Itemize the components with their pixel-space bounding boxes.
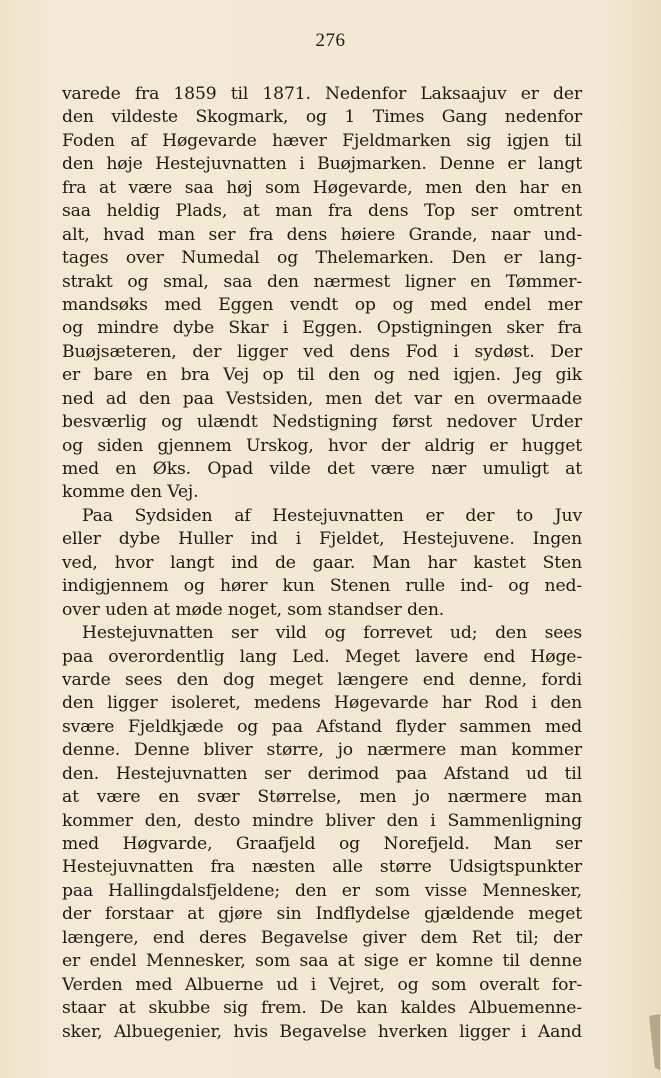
text-line: ved, hvor langt ind de gaar. Man har kastet Sten — [62, 552, 582, 573]
text-line: eller dybe Huller ind i Fjeldet, Hestejuvene. Ingen — [62, 529, 582, 550]
text-line: ned ad den paa Vestsiden, men det var en overmaade — [62, 388, 582, 409]
text-line: denne. Denne bliver større, jo nærmere man kommer — [62, 740, 582, 761]
text-line: længere, end deres Begavelse giver dem Ret til; der — [62, 927, 582, 948]
text-line: fra at være saa høj som Høgevarde, men den har en — [62, 177, 582, 198]
text-line: den ligger isoleret, medens Høgevarde har Rod i den — [62, 693, 582, 714]
text-line: besværlig og ulændt Nedstigning først nedover Urder — [62, 412, 582, 433]
text-line: indigjennem og hører kun Stenen rulle ind- og ned- — [62, 576, 582, 597]
text-line: Verden med Albuerne ud i Vejret, og som overalt for- — [62, 974, 582, 995]
text-line: svære Fjeldkjæde og paa Afstand flyder sammen med — [62, 716, 582, 737]
text-line: at være en svær Størrelse, men jo nærmere man — [62, 787, 582, 808]
text-line: varede fra 1859 til 1871. Nedenfor Laksaajuv er der — [62, 84, 582, 104]
text-line: paa Hallingdalsfjeldene; den er som visse Mennesker, — [62, 880, 582, 901]
text-line: varde sees den dog meget længere end denne, fordi — [62, 669, 582, 690]
text-line: sker, Albuegenier, hvis Begavelse hverken ligger i Aand — [62, 1021, 582, 1042]
text-line: med Høgvarde, Graafjeld og Norefjeld. Man ser — [62, 834, 582, 854]
text-line: med en Øks. Opad vilde det være nær umuligt at — [62, 459, 582, 479]
text-line: strakt og smal, saa den nærmest ligner en Tømmer- — [62, 271, 582, 292]
body-text — [62, 83, 582, 1044]
text-line: der forstaar at gjøre sin Indflydelse gjældende meget — [62, 904, 582, 925]
text-line: er endel Mennesker, som saa at sige er komne til denne — [62, 951, 582, 972]
text-line: den vildeste Skogmark, og 1 Times Gang nedenfor — [62, 107, 582, 128]
text-line: paa overordentlig lang Led. Meget lavere end Høge- — [62, 646, 582, 667]
paragraph-start-line: Hestejuvnatten ser vild og forrevet ud; den sees — [82, 623, 582, 644]
text-line: tages over Numedal og Thelemarken. Den er lang- — [62, 248, 582, 269]
text-line: er bare en bra Vej op til den og ned igjen. Jeg gik — [62, 365, 582, 386]
text-line: den. Hestejuvnatten ser derimod paa Afstand ud til — [62, 763, 582, 784]
text-line: Buøjsæteren, der ligger ved dens Fod i sydøst. Der — [62, 341, 582, 362]
text-line: den høje Hestejuvnatten i Buøjmarken. Denne er langt — [62, 154, 582, 175]
text-line: staar at skubbe sig frem. De kan kaldes Albuemenne- — [62, 998, 582, 1019]
text-line: saa heldig Plads, at man fra dens Top ser omtrent — [62, 201, 582, 222]
text-line: kommer den, desto mindre bliver den i Sammenligning — [62, 810, 582, 831]
text-line: og siden gjennem Urskog, hvor der aldrig er hugget — [62, 435, 582, 456]
page-edge-mark — [647, 1012, 661, 1072]
text-line: Hestejuvnatten fra næsten alle større Udsigtspunkter — [62, 857, 582, 878]
paragraph-end-line: komme den Vej. — [62, 482, 199, 503]
text-line: alt, hvad man ser fra dens høiere Grande, naar und- — [62, 224, 582, 245]
paragraph-start-line: Paa Sydsiden af Hestejuvnatten er der to Juv — [82, 505, 582, 526]
page-number: 276 — [315, 30, 346, 51]
text-line: og mindre dybe Skar i Eggen. Opstigningen sker fra — [62, 318, 582, 339]
paragraph-end-line: over uden at møde noget, som standser den. — [62, 599, 445, 620]
text-line: Foden af Høgevarde hæver Fjeldmarken sig igjen til — [62, 130, 582, 151]
text-line: mandsøks med Eggen vendt op og med endel mer — [62, 294, 582, 315]
